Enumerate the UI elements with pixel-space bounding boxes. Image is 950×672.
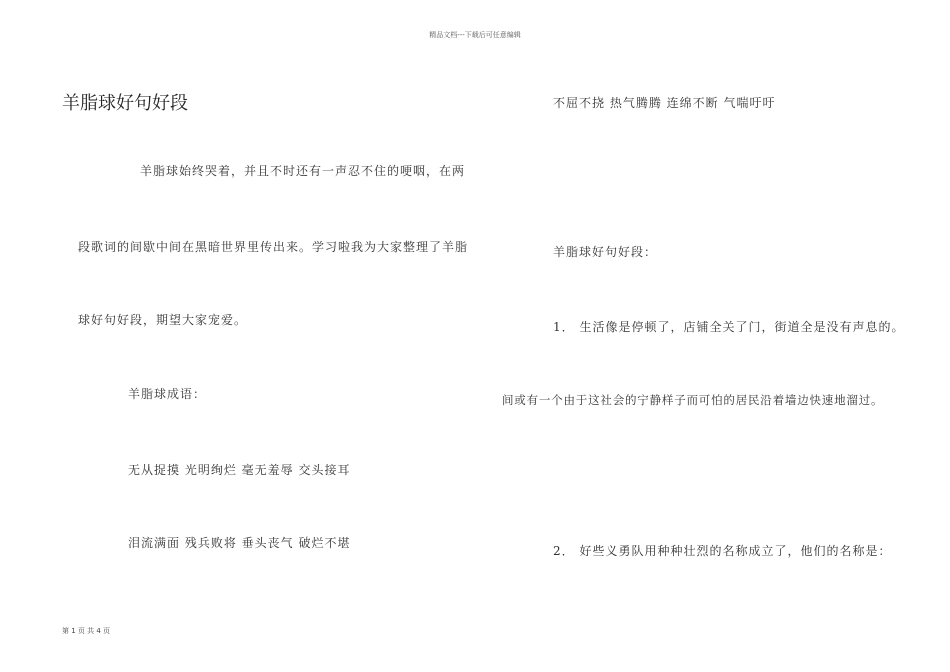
sentence-item-2-line-1: 2． 好些义勇队用种种壮烈的名称成立了，他们的名称是： xyxy=(553,544,892,558)
page-header: 精品文档---下载后可任意编辑 xyxy=(429,31,521,39)
sentences-heading: 羊脂球好句好段： xyxy=(553,245,658,259)
page-number-footer: 第 1 页 共 4 页 xyxy=(62,627,111,635)
intro-paragraph-line-1: 羊脂球始终哭着，并且不时还有一声忍不住的哽咽，在两 xyxy=(140,164,466,178)
sentence-item-1-line-1: 1． 生活像是停顿了，店铺全关了门，街道全是没有声息的。 xyxy=(553,320,905,334)
idioms-line-2: 泪流满面 残兵败将 垂头丧气 破烂不堪 xyxy=(128,536,351,550)
intro-paragraph-line-3: 球好句好段，期望大家宠爱。 xyxy=(78,313,248,327)
idioms-line-1: 无从捉摸 光明绚烂 毫无羞辱 交头接耳 xyxy=(128,463,351,477)
idioms-heading: 羊脂球成语： xyxy=(128,387,207,401)
idioms-line-3: 不屈不挠 热气腾腾 连绵不断 气喘吁吁 xyxy=(553,96,776,110)
intro-paragraph-line-2: 段歌词的间歇中间在黑暗世界里传出来。学习啦我为大家整理了羊脂 xyxy=(78,240,469,254)
sentence-item-1-line-2: 间或有一个由于这社会的宁静样子而可怕的居民沿着墙边快速地溜过。 xyxy=(502,393,884,407)
document-title: 羊脂球好句好段 xyxy=(62,93,188,114)
